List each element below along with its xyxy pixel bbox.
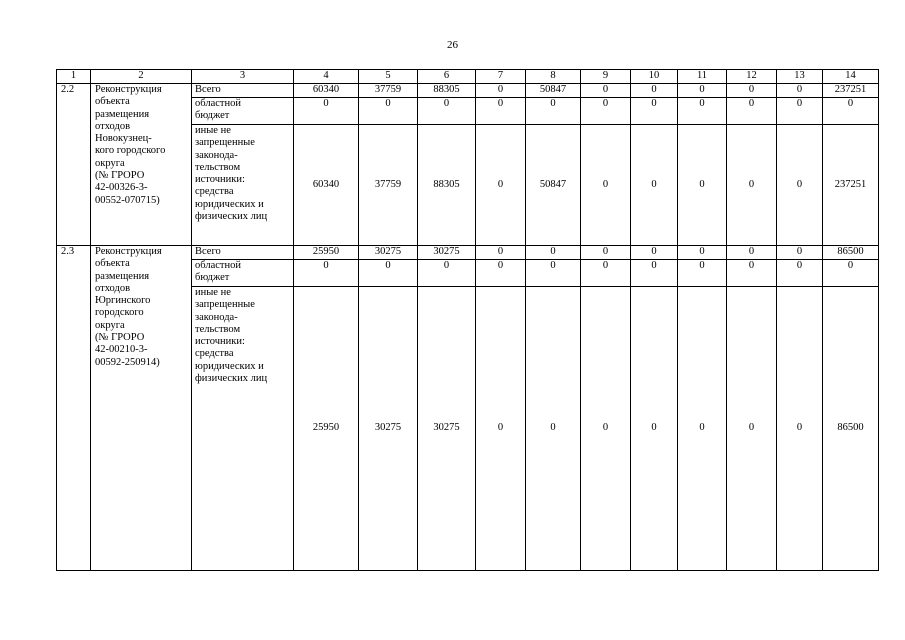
- value-cell: 0: [581, 84, 631, 98]
- value-cell: 60340: [294, 84, 359, 98]
- value-cell: 37759: [359, 125, 418, 246]
- value-cell: 0: [631, 246, 678, 260]
- value-cell: 0: [476, 287, 526, 571]
- column-header: 12: [727, 70, 777, 84]
- value-cell: 0: [678, 125, 727, 246]
- value-cell: 0: [526, 246, 581, 260]
- value-cell: 0: [294, 260, 359, 287]
- table-body: [57, 84, 879, 571]
- object-name: Реконструкция объекта размещения отходов Юргинского городского округа (№ ГРОРО 42-00210-3- 00592-250914): [91, 246, 192, 571]
- row-number: 2.3: [57, 246, 91, 571]
- value-cell: 88305: [418, 84, 476, 98]
- page-number: 26: [447, 39, 458, 51]
- funding-source: Всего: [192, 84, 294, 98]
- value-cell: 0: [581, 287, 631, 571]
- value-cell: 0: [678, 287, 727, 571]
- value-cell: 0: [631, 287, 678, 571]
- value-cell: 0: [777, 246, 823, 260]
- value-cell: 88305: [418, 125, 476, 246]
- column-header: 6: [418, 70, 476, 84]
- value-cell: 0: [678, 260, 727, 287]
- value-cell: 0: [631, 260, 678, 287]
- column-header: 2: [91, 70, 192, 84]
- value-cell: 37759: [359, 84, 418, 98]
- value-cell: 0: [476, 84, 526, 98]
- column-header: 3: [192, 70, 294, 84]
- value-cell: 86500: [823, 246, 879, 260]
- column-header: 13: [777, 70, 823, 84]
- value-cell: 86500: [823, 287, 879, 571]
- value-cell: 0: [727, 246, 777, 260]
- value-cell: 25950: [294, 246, 359, 260]
- value-cell: 0: [777, 84, 823, 98]
- value-cell: 0: [678, 246, 727, 260]
- funding-source: Всего: [192, 246, 294, 260]
- column-header: 4: [294, 70, 359, 84]
- value-cell: 0: [727, 287, 777, 571]
- value-cell: 0: [294, 98, 359, 125]
- value-cell: 237251: [823, 84, 879, 98]
- value-cell: 0: [359, 98, 418, 125]
- value-cell: 50847: [526, 125, 581, 246]
- value-cell: 0: [476, 98, 526, 125]
- row-number: 2.2: [57, 84, 91, 246]
- value-cell: 0: [476, 246, 526, 260]
- table-row: [57, 246, 879, 260]
- value-cell: 30275: [418, 246, 476, 260]
- value-cell: 30275: [359, 246, 418, 260]
- value-cell: 0: [476, 260, 526, 287]
- value-cell: 0: [631, 98, 678, 125]
- column-number-row: [57, 70, 879, 84]
- column-header: 9: [581, 70, 631, 84]
- value-cell: 237251: [823, 125, 879, 246]
- value-cell: 0: [727, 98, 777, 125]
- column-header: 11: [678, 70, 727, 84]
- value-cell: 30275: [359, 287, 418, 571]
- value-cell: 0: [581, 125, 631, 246]
- value-cell: 0: [476, 125, 526, 246]
- column-header: 7: [476, 70, 526, 84]
- value-cell: 0: [823, 98, 879, 125]
- column-header: 10: [631, 70, 678, 84]
- value-cell: 0: [777, 260, 823, 287]
- value-cell: 0: [526, 98, 581, 125]
- value-cell: 0: [631, 125, 678, 246]
- funding-source: иные не запрещенные законода- тельством источники: средства юридических и физических лиц: [192, 125, 294, 246]
- value-cell: 50847: [526, 84, 581, 98]
- value-cell: 30275: [418, 287, 476, 571]
- value-cell: 0: [727, 84, 777, 98]
- value-cell: 0: [678, 98, 727, 125]
- value-cell: 0: [526, 287, 581, 571]
- value-cell: 0: [777, 125, 823, 246]
- value-cell: 0: [727, 260, 777, 287]
- value-cell: 0: [727, 125, 777, 246]
- value-cell: 0: [418, 98, 476, 125]
- value-cell: 0: [777, 287, 823, 571]
- value-cell: 0: [678, 84, 727, 98]
- value-cell: 60340: [294, 125, 359, 246]
- funding-source: областной бюджет: [192, 98, 294, 125]
- value-cell: 0: [526, 260, 581, 287]
- column-header: 8: [526, 70, 581, 84]
- funding-source: областной бюджет: [192, 260, 294, 287]
- value-cell: 0: [359, 260, 418, 287]
- value-cell: 0: [581, 246, 631, 260]
- column-header: 14: [823, 70, 879, 84]
- value-cell: 25950: [294, 287, 359, 571]
- column-header: 5: [359, 70, 418, 84]
- value-cell: 0: [631, 84, 678, 98]
- value-cell: 0: [581, 260, 631, 287]
- table-row: [57, 84, 879, 98]
- funding-source: иные не запрещенные законода- тельством источники: средства юридических и физических лиц: [192, 287, 294, 571]
- value-cell: 0: [823, 260, 879, 287]
- financing-table: [56, 69, 879, 571]
- column-header: 1: [57, 70, 91, 84]
- value-cell: 0: [581, 98, 631, 125]
- value-cell: 0: [418, 260, 476, 287]
- object-name: Реконструкция объекта размещения отходов Новокузнец- кого городского округа (№ ГРОРО 42-00326-3- 00552-070715): [91, 84, 192, 246]
- value-cell: 0: [777, 98, 823, 125]
